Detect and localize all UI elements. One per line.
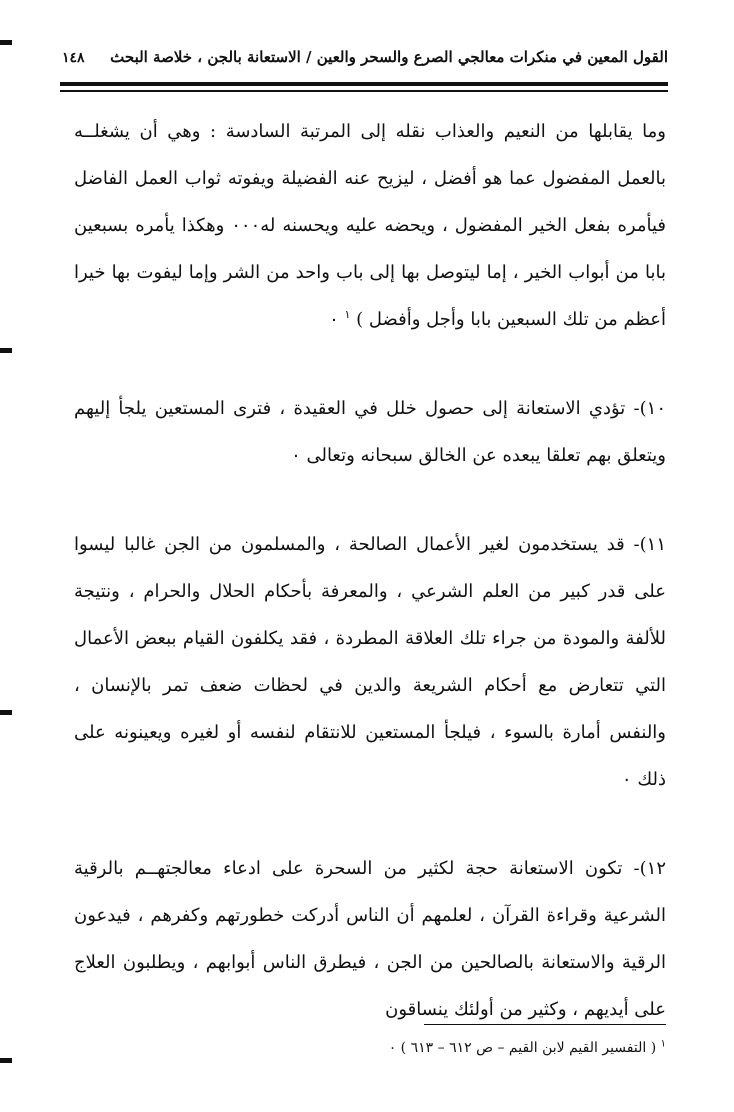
margin-mark (0, 40, 12, 45)
footnote-reference[interactable]: ١ (344, 308, 351, 321)
paragraph-12: ١٢)- تكون الاستعانة حجة لكثير من السحرة على ادعاء معالجتهــم بالرقية الشرعية وقراءة القرآن ، لعلمهم أن الناس أدركت خطورتهم وكفرهم ، فيدعون الرقية والاستعانة بالصالحين من الجن ، فيطرق الناس أبوابهم ، ويطلبون العلاج على أيديهم ، وكثير من أولئك ينساقون (74, 858, 666, 1020)
footnote-text: ( التفسير القيم لابن القيم – ص ٦١٢ – ٦١٣ ) ٠ (388, 1040, 661, 1056)
header-title: القول المعين في منكرات معالجي الصرع والسحر والعين / الاستعانة بالجن ، خلاصة البحث (110, 48, 668, 66)
header-rule-thin (60, 90, 668, 92)
margin-mark (0, 710, 12, 715)
margin-mark (0, 1058, 12, 1063)
footnote-separator (424, 1024, 666, 1025)
footnote-marker: ١ (660, 1038, 666, 1050)
running-header (60, 44, 668, 80)
margin-mark (0, 348, 12, 353)
body-text (74, 108, 666, 1033)
paragraph-11: ١١)- قد يستخدمون لغير الأعمال الصالحة ، والمسلمون من الجن غالبا ليسوا على قدر كبير من العلم الشرعي ، والمعرفة بأحكام الحلال والحرام ، ونتيجة للألفة والمودة من جراء تلك العلاقة المطردة ، فقد يكلفون القيام ببعض الأعمال التي تتعارض مع أحكام الشريعة والدين في لحظات ضعف تمر بالإنسان ، والنفس أمارة بالسوء ، فيلجأ المستعين للانتقام لنفسه أو لغيره ويعينونه على ذلك ٠ (74, 534, 666, 790)
page-number: ١٤٨ (62, 50, 85, 66)
footnote (106, 1040, 666, 1056)
header-rule-thick (60, 82, 668, 86)
paragraph-10: ١٠)- تؤدي الاستعانة إلى حصول خلل في العقيدة ، فترى المستعين يلجأ إليهم ويتعلق بهم تعلقا يبعده عن الخالق سبحانه وتعالى ٠ (74, 398, 666, 466)
paragraph-1: وما يقابلها من النعيم والعذاب نقله إلى المرتبة السادسة : وهي أن يشغلــه بالعمل المفضول عما هو أفضل ، ليزيح عنه الفضيلة ويفوته ثواب العمل الفاضل فيأمره بفعل الخير المفضول ، ويحضه عليه ويحسنه له٠٠٠ وهكذا يأمره بسبعين بابا من أبواب الخير ، إما ليتوصل بها إلى باب واحد من الشر وإما ليفوت بها خيرا أعظم من تلك السبعين بابا وأجل وأفضل ) $^١$ ٠ (74, 121, 666, 330)
